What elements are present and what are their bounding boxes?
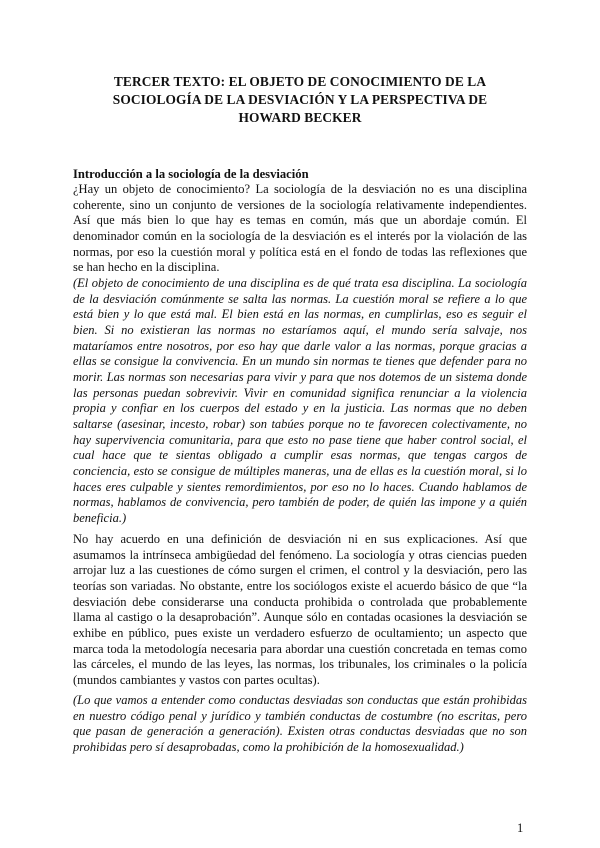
paragraph-definition: No hay acuerdo en una definición de desviación ni en sus explicaciones. Así que asumamos la intrínseca ambigüedad del fenómeno. La sociología y otras ciencias pueden arrojar luz a las cuestiones de cómo surgen el crimen, el control y la desviación, pero las teorías son variadas. No obstante, entre los sociólogos existe el acuerdo básico de que “la desviación debe considerarse una conducta prohibida o controlada que probablemente llama al castigo o la desaprobación”. Aunque sólo en contadas ocasiones la desviación se exhibe en público, pues existe un verdadero esfuerzo de ocultamiento; un aspecto que marca toda la metodología necesaria para abordar una cuestión concretada en temas como las cárceles, el mundo de las leyes, las normas, los tribunales, los criminales o la policía (mundos cambiantes y vastos con partes ocultas). [73, 532, 527, 687]
paragraph-intro: ¿Hay un objeto de conocimiento? La sociología de la desviación no es una disciplina coherente, sino un conjunto de versiones de la sociología relativamente independientes. Así que más bien lo que hay es temas en común, más que un abordaje común. El denominador común en la sociología de la desviación es el interés por la violación de las normas, por eso la cuestión moral y política está en el fondo de todas las reflexiones que se han hecho en la disciplina. [73, 182, 527, 275]
title-line: SOCIOLOGÍA DE LA DESVIACIÓN Y LA PERSPECTIVA DE [112, 92, 488, 107]
paragraph-note-object: (El objeto de conocimiento de una disciplina es de qué trata esa disciplina. La sociología de la desviación comúnmente se salta las normas. La cuestión moral se refiere a lo que está bien y lo que está mal. El bien está en las normas, en cumplirlas, eso es seguir el bien. Si no existieran las normas no estaríamos aquí, el mundo sería salvaje, nos mataríamos entre nosotros, por eso hay que darle valor a las normas, porque gracias a ellas se consigue la convivencia. En un mundo sin normas te tienes que defender para no morir. Las normas son necesarias para vivir y para que nos dotemos de un sistema donde las personas puedan sobrevivir. Vivir en comunidad significa renunciar a la violencia propia y confiar en los cuerpos del estado y en la justicia. Las normas que no deben saltarse (asesinar, incesto, robar) son tabúes porque no te favorecen colectivamente, no hay supervivencia comunitaria, para que esto no pase tiene que haber control social, el cual hace que te sientas obligado a cumplir esas normas, que tengas cargos de conciencia, esto se consigue de múltiples maneras, una de ellas es la cuestión moral, si lo haces eres culpable y sientes remordimientos, por eso no lo haces. Cuando hablamos de normas, hablamos de convivencia, pero también de poder, de quién las impone y a quién beneficia.) [73, 276, 527, 525]
section-heading: Introducción a la sociología de la desviación [73, 167, 309, 181]
page-number: 1 [517, 821, 524, 835]
paragraph-note-conduct: (Lo que vamos a entender como conductas desviadas son conductas que están prohibidas en nuestro código penal y jurídico y también conductas de costumbre (no escritas, pero que pasan de generación a generación). Existen otras conductas desviadas que no son prohibidas pero sí desaprobadas, como la prohibición de la homosexualidad.) [73, 693, 527, 754]
document-title [95, 73, 505, 127]
title-line: HOWARD BECKER [238, 110, 362, 125]
title-line: TERCER TEXTO: EL OBJETO DE CONOCIMIENTO DE LA [113, 74, 487, 89]
